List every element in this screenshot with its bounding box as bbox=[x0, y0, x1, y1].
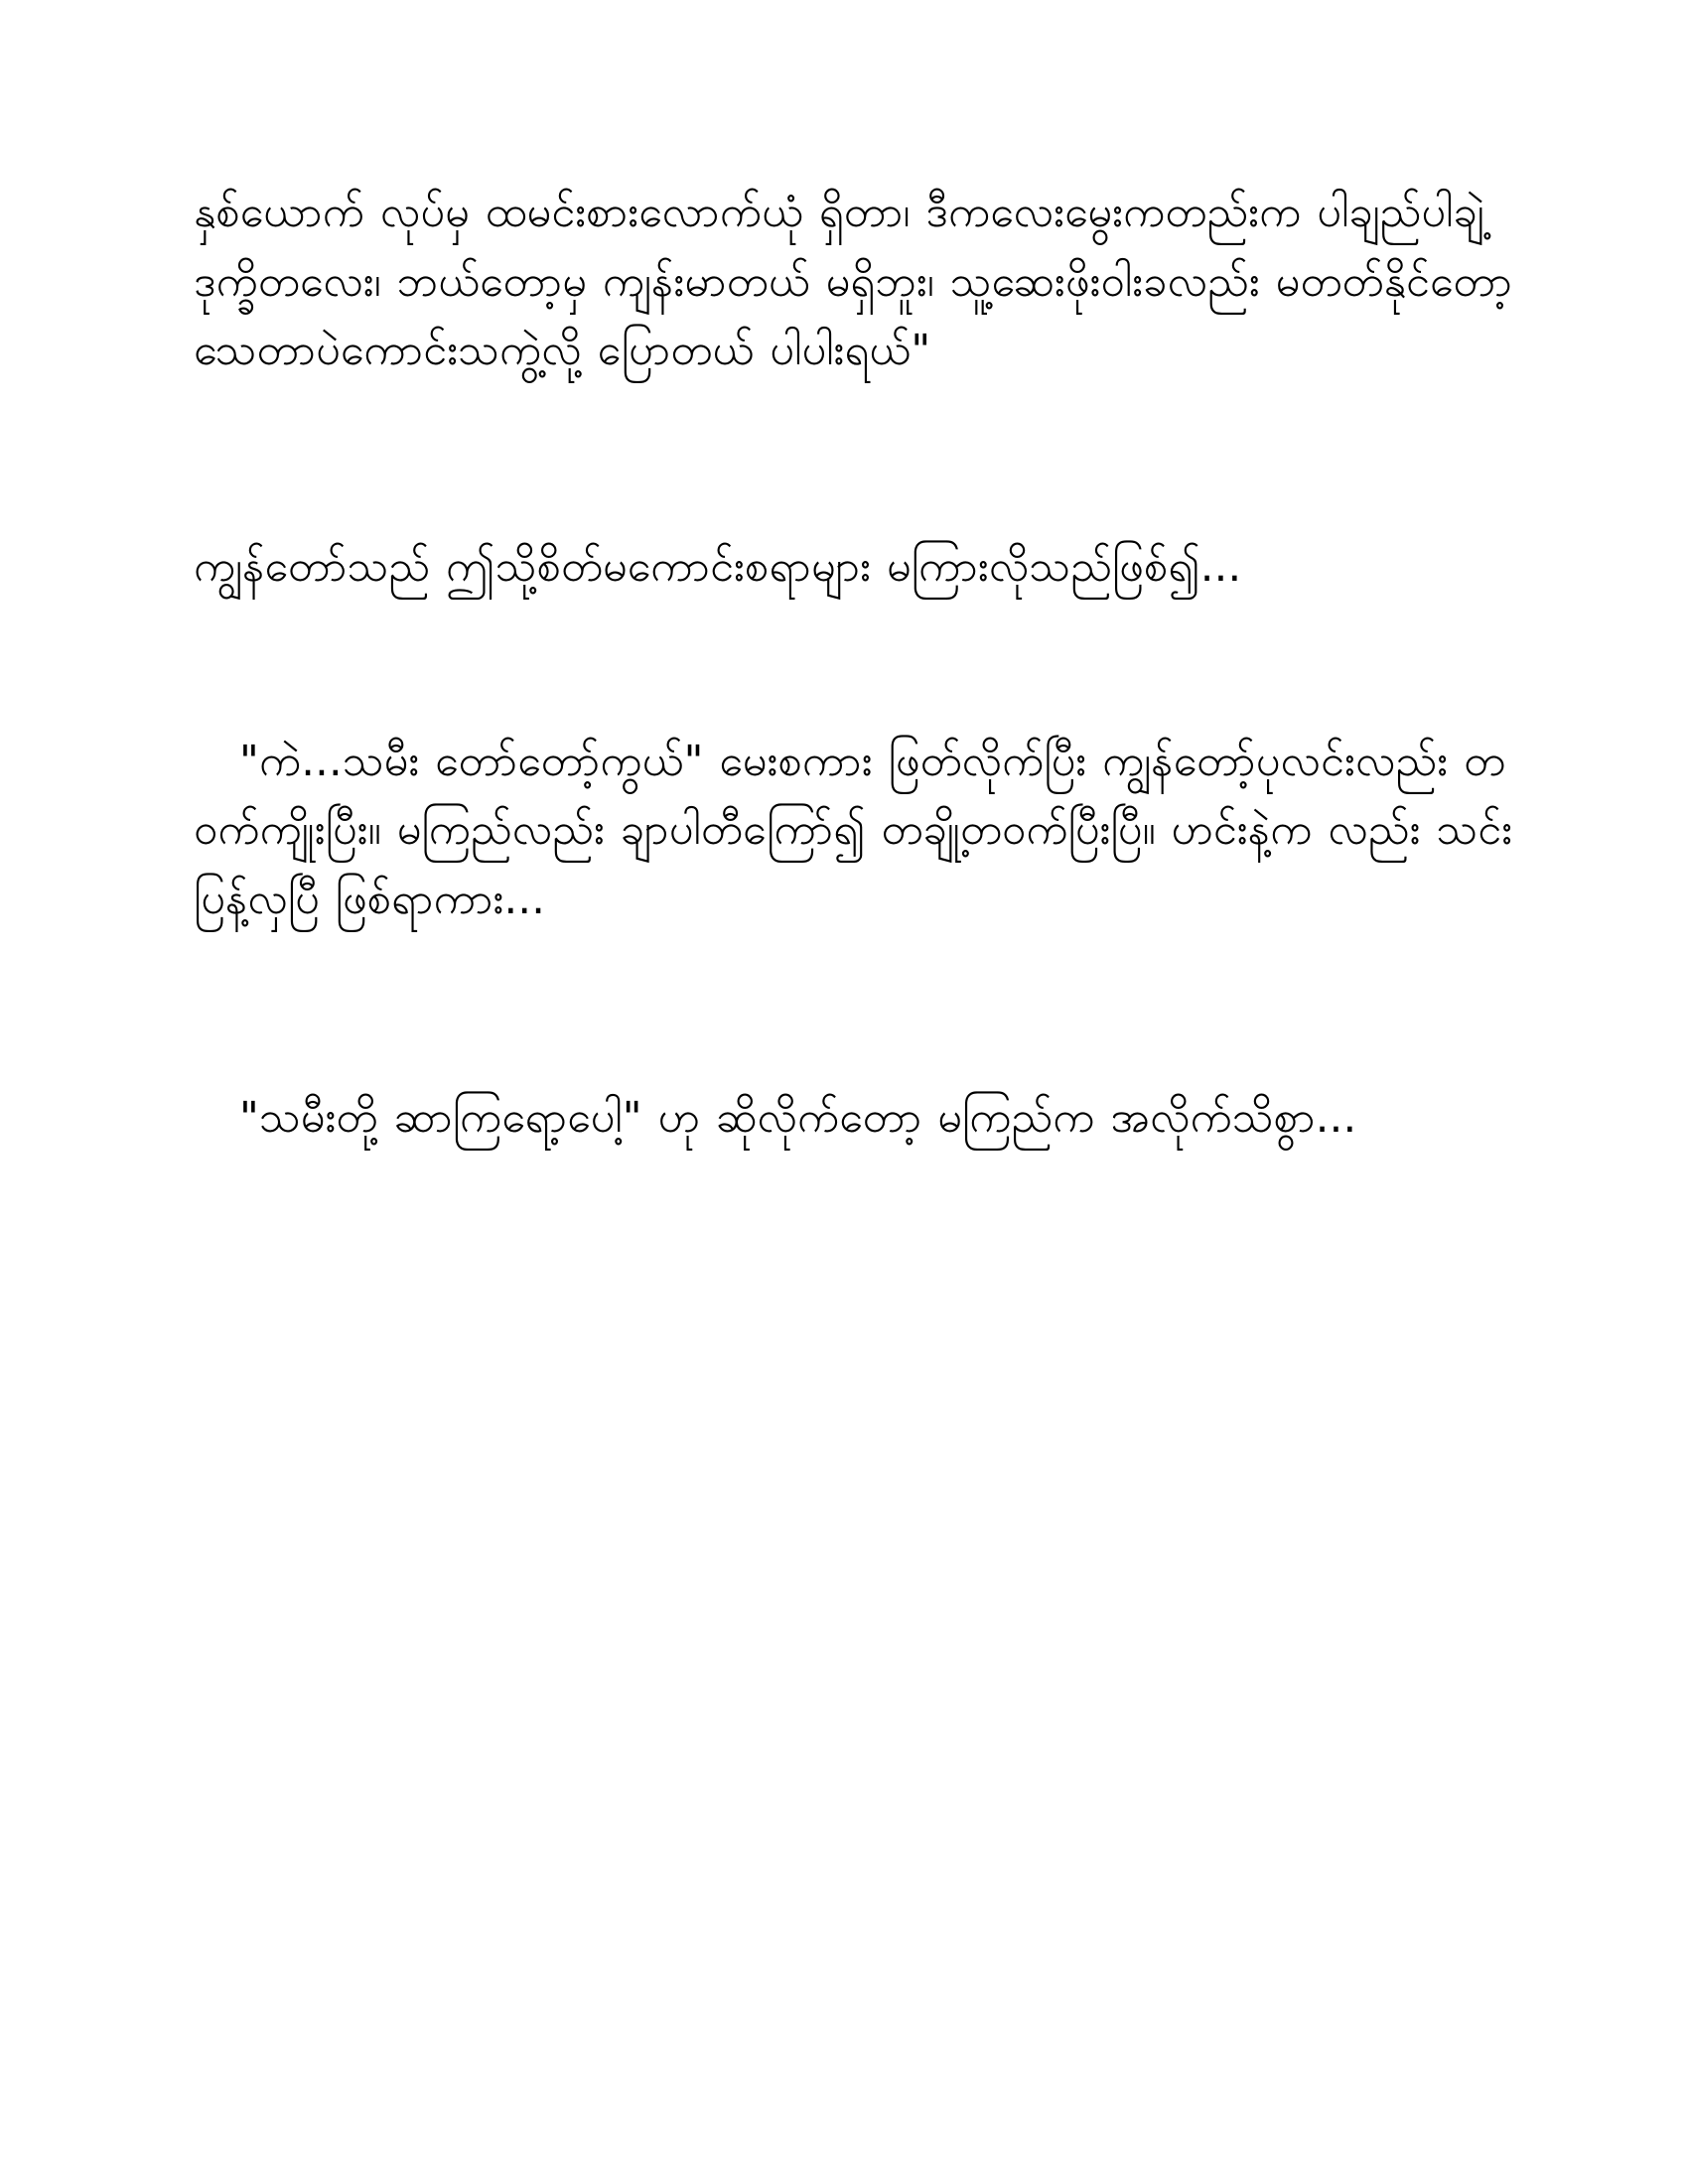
paragraph-spacer-2 bbox=[194, 603, 1539, 728]
paragraph-2: ကျွန်တော်သည် ဤသို့စိတ်မကောင်းစရာများ မကြားလိုသည်ဖြစ်၍... bbox=[194, 541, 1242, 592]
paragraph-4: "သမီးတို့ ဆာကြရော့ပေါ့" ဟု ဆိုလိုက်တော့ မကြည်က အလိုက်သိစွာ... bbox=[239, 1092, 1357, 1143]
document-body bbox=[194, 179, 1539, 1153]
paragraph-spacer-3 bbox=[194, 935, 1539, 1084]
paragraph-spacer-1 bbox=[194, 386, 1539, 533]
paragraph-3: "ကဲ...သမီး တော်တော့်ကွယ်" မေးစကား ဖြတ်လိုက်ပြီး ကျွန်တော့်ပုလင်းလည်း တဝက်ကျိုးပြီး။ မကြည်လည်း ချာပါတီကြော်၍ တချို့တဝက်ပြီးပြီ။ ဟင်းနဲ့က လည်း သင်းပြန့်လှပြီ ဖြစ်ရာကား... bbox=[194, 736, 1513, 924]
paragraph-1: နှစ်ယောက် လုပ်မှ ထမင်းစားလောက်ယုံ ရှိတာ၊ ဒီကလေးမွေးကတည်းက ပါချည်ပါချဲ့ ဒုက္ခိတလေး၊ ဘယ်တော့မှ ကျန်းမာတယ် မရှိဘူး၊ သူ့ဆေးဖိုးဝါးခလည်း မတတ်နိုင်တော့ သေတာပဲကောင်းသကွဲ့လို့ ပြောတယ် ပါပါးရယ်" bbox=[194, 188, 1529, 376]
